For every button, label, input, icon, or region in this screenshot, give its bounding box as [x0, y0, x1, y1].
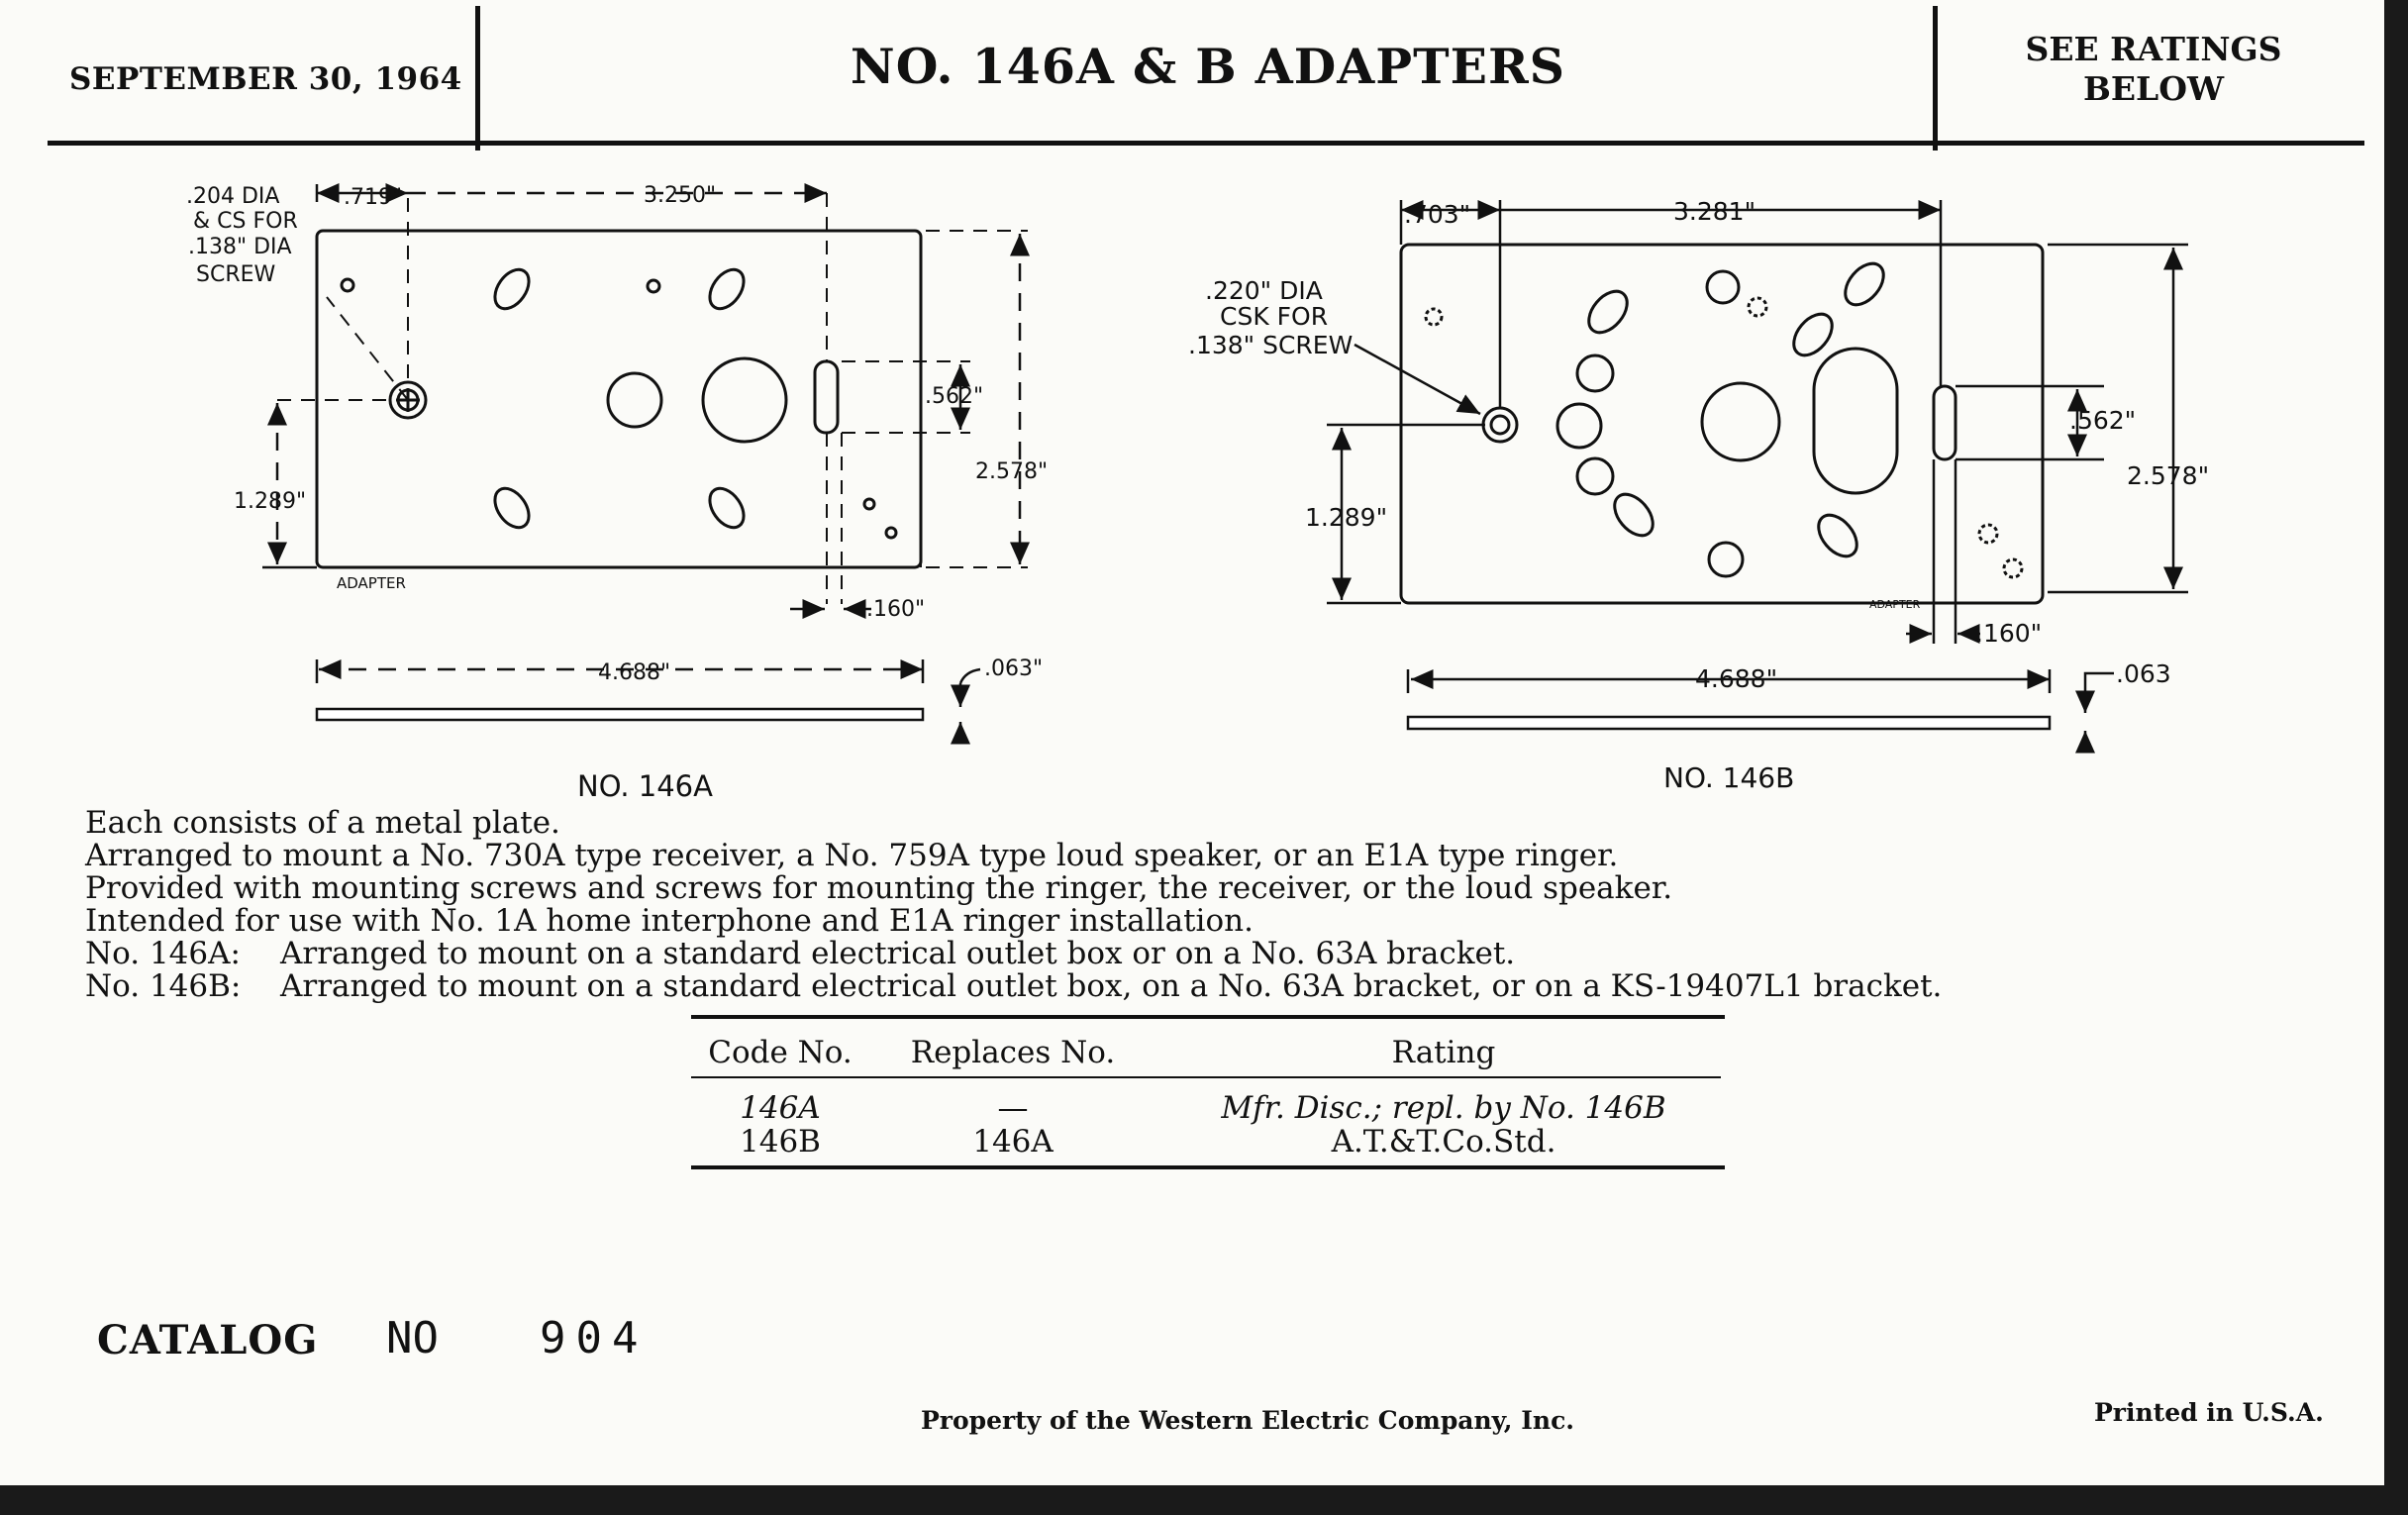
desc-line-2: Arranged to mount a No. 730A type receiver, a No. 759A type loud speaker, or an E1A type ringer. [85, 838, 1619, 873]
description-block [85, 807, 2164, 1003]
plate-146b-outline [1401, 245, 2043, 603]
table-header-code: Code No. [708, 1035, 853, 1070]
adapter-146b-drawing [1401, 245, 2043, 603]
table-row-2-replaces: 146A [972, 1124, 1054, 1160]
hole-note-146b-l2: CSK FOR [1220, 302, 1329, 331]
desc-146b-label: No. 146B: [85, 968, 242, 1004]
plate-146a-label: ADAPTER [337, 574, 406, 592]
catalog-label: CATALOG [97, 1317, 319, 1364]
ratings-line-2: BELOW [2082, 69, 2225, 108]
dim-146b-703: .703" [1404, 200, 1471, 229]
table-header-rating: Rating [1391, 1035, 1496, 1070]
ratings-line-1: SEE RATINGS [2025, 30, 2282, 68]
desc-line-146b [85, 970, 2164, 1003]
footer-printed: Printed in U.S.A. [2094, 1398, 2324, 1427]
dim-146a-562: .562" [925, 384, 984, 409]
dim-146a-2578: 2.578" [975, 459, 1049, 484]
table-row-1-replaces: — [997, 1090, 1029, 1126]
dim-146b-160: .160" [1975, 619, 2043, 648]
catalog-no-label: NO [386, 1313, 439, 1364]
dim-146b-4688: 4.688" [1695, 664, 1778, 693]
header-date: SEPTEMBER 30, 1964 [69, 61, 462, 97]
dim-146a-063: .063" [984, 656, 1044, 681]
caption-146b: NO. 146B [1663, 761, 1795, 794]
dim-146a-1289: 1.289" [234, 489, 307, 514]
page-title: NO. 146A & B ADAPTERS [850, 38, 1566, 95]
dim-146b-063: .063 [2116, 659, 2171, 688]
table-header-replaces: Replaces No. [910, 1035, 1116, 1070]
hole-note-146b-l3: .138" SCREW [1188, 331, 1354, 359]
hole-note-146a-l3: .138" DIA [188, 235, 292, 259]
table-rule-top [691, 1015, 1725, 1019]
dim-146b-3281: 3.281" [1673, 197, 1756, 226]
table-row-1-code: 146A [740, 1090, 821, 1126]
scan-edge-bottom [0, 1485, 2408, 1515]
table-row-1-rating: Mfr. Disc.; repl. by No. 146B [1221, 1090, 1666, 1126]
desc-line-146a [85, 938, 2164, 970]
desc-146a-text: Arranged to mount on a standard electrical outlet box or on a No. 63A bracket. [280, 936, 1516, 971]
desc-line-3: Provided with mounting screws and screws for mounting the ringer, the receiver, or the loud speaker. [85, 870, 1673, 906]
table-row-2-rating: A.T.&T.Co.Std. [1331, 1124, 1556, 1160]
hole-note-146a-l4: SCREW [196, 262, 276, 287]
desc-146a-label: No. 146A: [85, 936, 241, 971]
scan-edge-right [2384, 0, 2408, 1515]
dim-146a-3250: 3.250" [644, 183, 717, 208]
dim-146a-719: .719" [344, 185, 403, 210]
desc-146b-text: Arranged to mount on a standard electrical outlet box, on a No. 63A bracket, or on a KS-19407L1 bracket. [280, 968, 1943, 1004]
table-rule-bottom [691, 1165, 1725, 1169]
table-row-2-code: 146B [740, 1124, 821, 1160]
caption-146a: NO. 146A [577, 769, 713, 803]
dim-146b-562: .562" [2069, 406, 2137, 435]
catalog-number: 904 [540, 1313, 649, 1364]
desc-line-1: Each consists of a metal plate. [85, 805, 560, 841]
hole-note-146a-l1: .204 DIA [186, 184, 280, 209]
table-rule-middle [691, 1076, 1721, 1078]
hole-note-146b-l1: .220" DIA [1205, 276, 1323, 305]
dim-146b-2578: 2.578" [2127, 461, 2210, 490]
dim-146a-160: .160" [866, 597, 926, 622]
dim-146a-4688: 4.688" [598, 660, 671, 685]
dim-146b-1289: 1.289" [1305, 503, 1388, 532]
footer-property: Property of the Western Electric Company, Inc. [921, 1406, 1575, 1435]
plate-146b-label: ADAPTER [1869, 598, 1921, 611]
desc-line-4: Intended for use with No. 1A home interphone and E1A ringer installation. [85, 903, 1254, 939]
hole-note-146a-l2: & CS FOR [193, 209, 298, 234]
